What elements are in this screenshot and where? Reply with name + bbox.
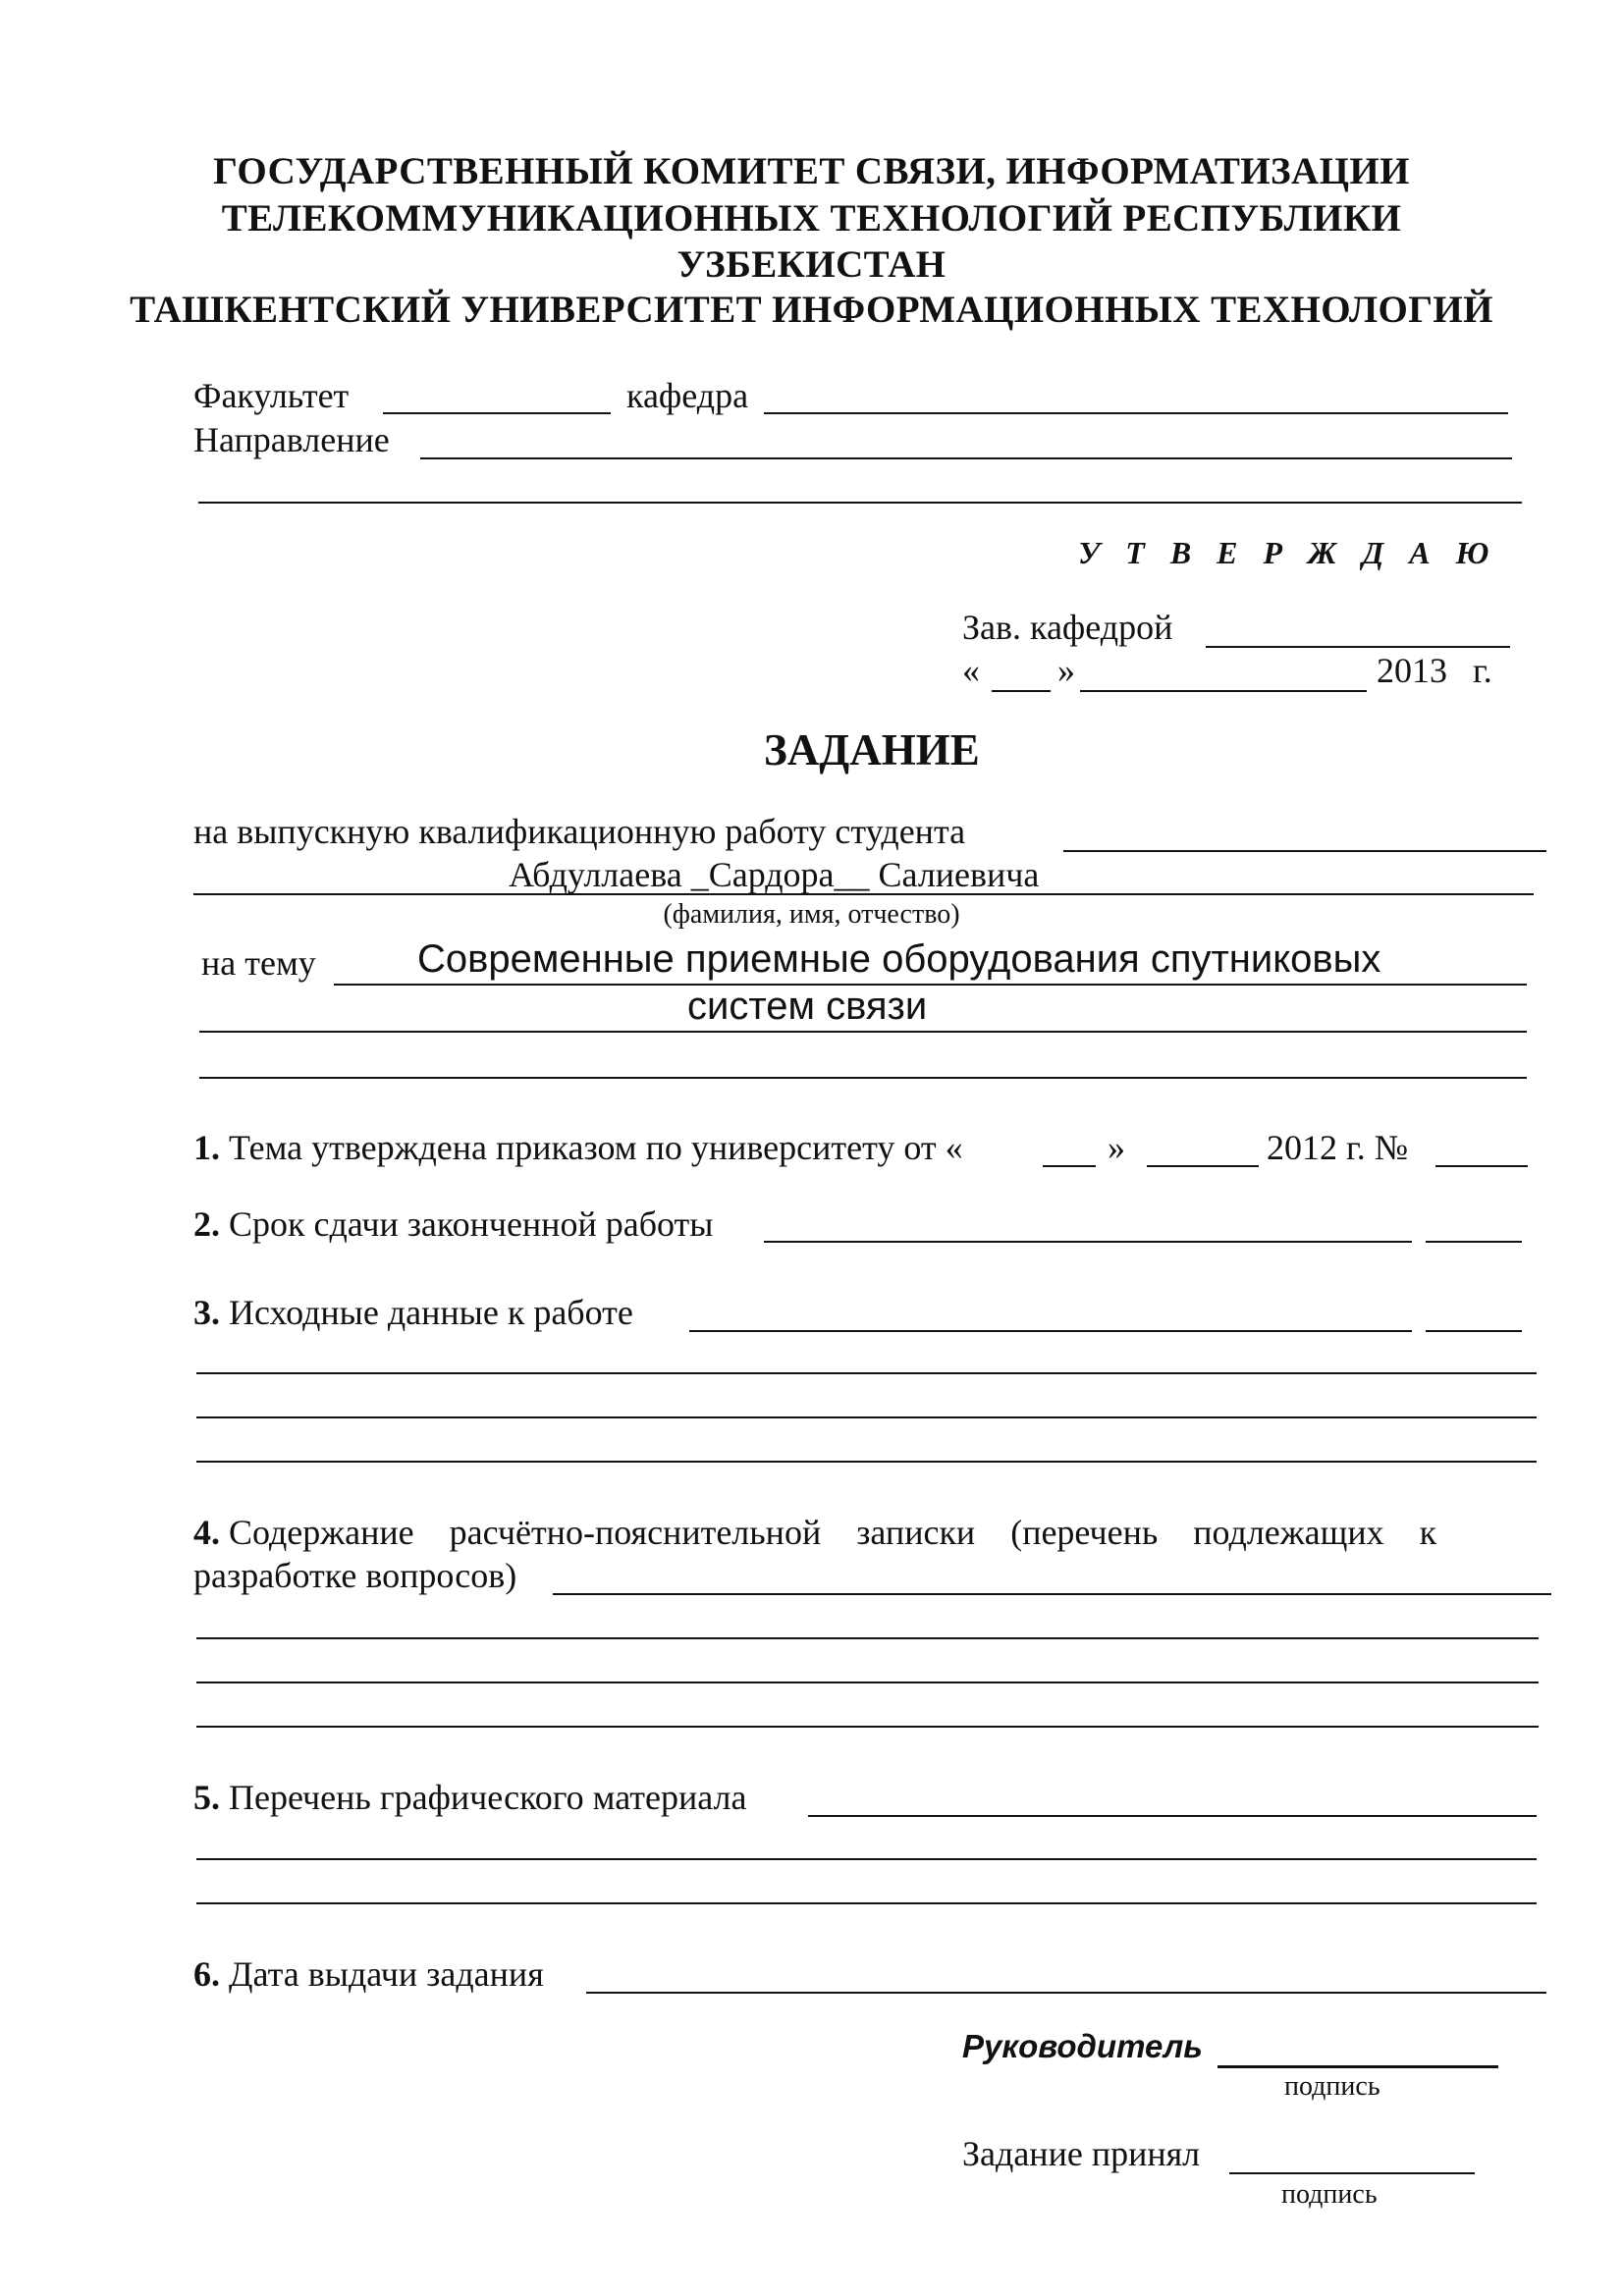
supervisor-label: Руководитель xyxy=(962,2028,1203,2064)
direction-field-continued[interactable] xyxy=(198,502,1522,504)
item-1-number: 1. xyxy=(193,1128,220,1167)
approval-day-field[interactable] xyxy=(992,690,1051,692)
topic-label: на тему xyxy=(201,943,316,983)
graphics-line-2[interactable] xyxy=(196,1858,1537,1860)
item-1 xyxy=(193,1127,963,1168)
graphics-field[interactable] xyxy=(808,1815,1537,1817)
head-of-department-label: Зав. кафедрой xyxy=(962,608,1173,647)
issue-date-field[interactable] xyxy=(586,1992,1546,1994)
initial-data-line-2[interactable] xyxy=(196,1372,1537,1374)
item-4-text: Содержание расчётно-пояснительной записки (перечень подлежащих к xyxy=(229,1513,1437,1552)
item-6-number: 6. xyxy=(193,1954,220,1994)
approval-date-close-quote: » xyxy=(1057,651,1075,690)
item-3-number: 3. xyxy=(193,1293,220,1332)
item-6 xyxy=(193,1953,544,1995)
item-4-number: 4. xyxy=(193,1513,220,1552)
item-4 xyxy=(193,1512,1436,1553)
graphics-line-3[interactable] xyxy=(196,1902,1537,1904)
student-name: Абдуллаева _Сардора__ Салиевича xyxy=(509,855,1040,894)
accepted-signature-field[interactable] xyxy=(1229,2172,1475,2174)
accepted-signature-hint: подпись xyxy=(1281,2179,1378,2210)
order-number-field[interactable] xyxy=(1435,1165,1528,1167)
student-name-hint: (фамилия, имя, отчество) xyxy=(663,899,960,930)
supervisor-signature-field[interactable] xyxy=(1217,2065,1498,2068)
initial-data-line-4[interactable] xyxy=(196,1461,1537,1463)
order-month-field[interactable] xyxy=(1147,1165,1259,1167)
item-2-text: Срок сдачи законченной работы xyxy=(229,1204,714,1244)
accepted-by-label: Задание принял xyxy=(962,2134,1201,2173)
approval-date-open-quote: « xyxy=(962,651,980,690)
item-3 xyxy=(193,1292,633,1333)
initial-data-line-3[interactable] xyxy=(196,1416,1537,1418)
approve-heading: У Т В Е Р Ж Д А Ю xyxy=(1078,535,1498,570)
contents-field[interactable] xyxy=(553,1593,1551,1595)
ministry-heading-line3: УЗБЕКИСТАН xyxy=(676,243,947,286)
supervisor-signature-hint: подпись xyxy=(1284,2071,1380,2102)
initial-data-field-end[interactable] xyxy=(1426,1330,1522,1332)
order-day-field[interactable] xyxy=(1043,1165,1096,1167)
item-6-text: Дата выдачи задания xyxy=(229,1954,544,1994)
contents-line-3[interactable] xyxy=(196,1682,1539,1683)
item-3-text: Исходные данные к работе xyxy=(229,1293,633,1332)
item-5-text: Перечень графического материала xyxy=(229,1778,747,1817)
topic-underline-3[interactable] xyxy=(199,1077,1527,1079)
topic-underline-2[interactable] xyxy=(199,1031,1527,1033)
item-1-text: Тема утверждена приказом по университету от « xyxy=(229,1128,963,1167)
item-2-number: 2. xyxy=(193,1204,220,1244)
university-heading: ТАШКЕНТСКИЙ УНИВЕРСИТЕТ ИНФОРМАЦИОННЫХ ТЕХНОЛОГИЙ xyxy=(130,289,1493,331)
department-label: кафедра xyxy=(626,376,749,415)
item-5-number: 5. xyxy=(193,1778,220,1817)
head-signature-field[interactable] xyxy=(1206,646,1510,648)
direction-field[interactable] xyxy=(420,457,1512,459)
item-5 xyxy=(193,1777,746,1818)
deadline-field[interactable] xyxy=(764,1241,1412,1243)
faculty-label: Факультет xyxy=(193,376,350,415)
topic-line-1: Современные приемные оборудования спутниковых xyxy=(417,937,1381,981)
item-2 xyxy=(193,1203,713,1245)
department-field[interactable] xyxy=(764,412,1508,414)
faculty-field[interactable] xyxy=(383,412,611,414)
direction-label: Направление xyxy=(193,420,390,459)
ministry-heading-line1: ГОСУДАРСТВЕННЫЙ КОМИТЕТ СВЯЗИ, ИНФОРМАТИЗАЦИИ xyxy=(213,150,1410,192)
order-year: 2012 г. № xyxy=(1267,1128,1409,1167)
approval-year-suffix: г. xyxy=(1473,651,1492,690)
document-title: ЗАДАНИЕ xyxy=(764,725,980,774)
ministry-heading-line2: ТЕЛЕКОММУНИКАЦИОННЫХ ТЕХНОЛОГИЙ РЕСПУБЛИКИ xyxy=(221,197,1402,240)
approval-month-field[interactable] xyxy=(1080,690,1367,692)
topic-line-2: систем связи xyxy=(687,985,928,1028)
topic-underline-1[interactable] xyxy=(334,984,1527,986)
initial-data-field[interactable] xyxy=(689,1330,1412,1332)
contents-line-2[interactable] xyxy=(196,1637,1539,1639)
item-4-text-continued: разработке вопросов) xyxy=(193,1556,517,1595)
contents-line-4[interactable] xyxy=(196,1726,1539,1728)
task-intro: на выпускную квалификационную работу студента xyxy=(193,812,966,851)
order-date-close-quote: » xyxy=(1108,1128,1125,1167)
approval-year: 2013 xyxy=(1377,651,1447,690)
deadline-year-field[interactable] xyxy=(1426,1241,1522,1243)
student-field[interactable] xyxy=(1063,850,1546,852)
